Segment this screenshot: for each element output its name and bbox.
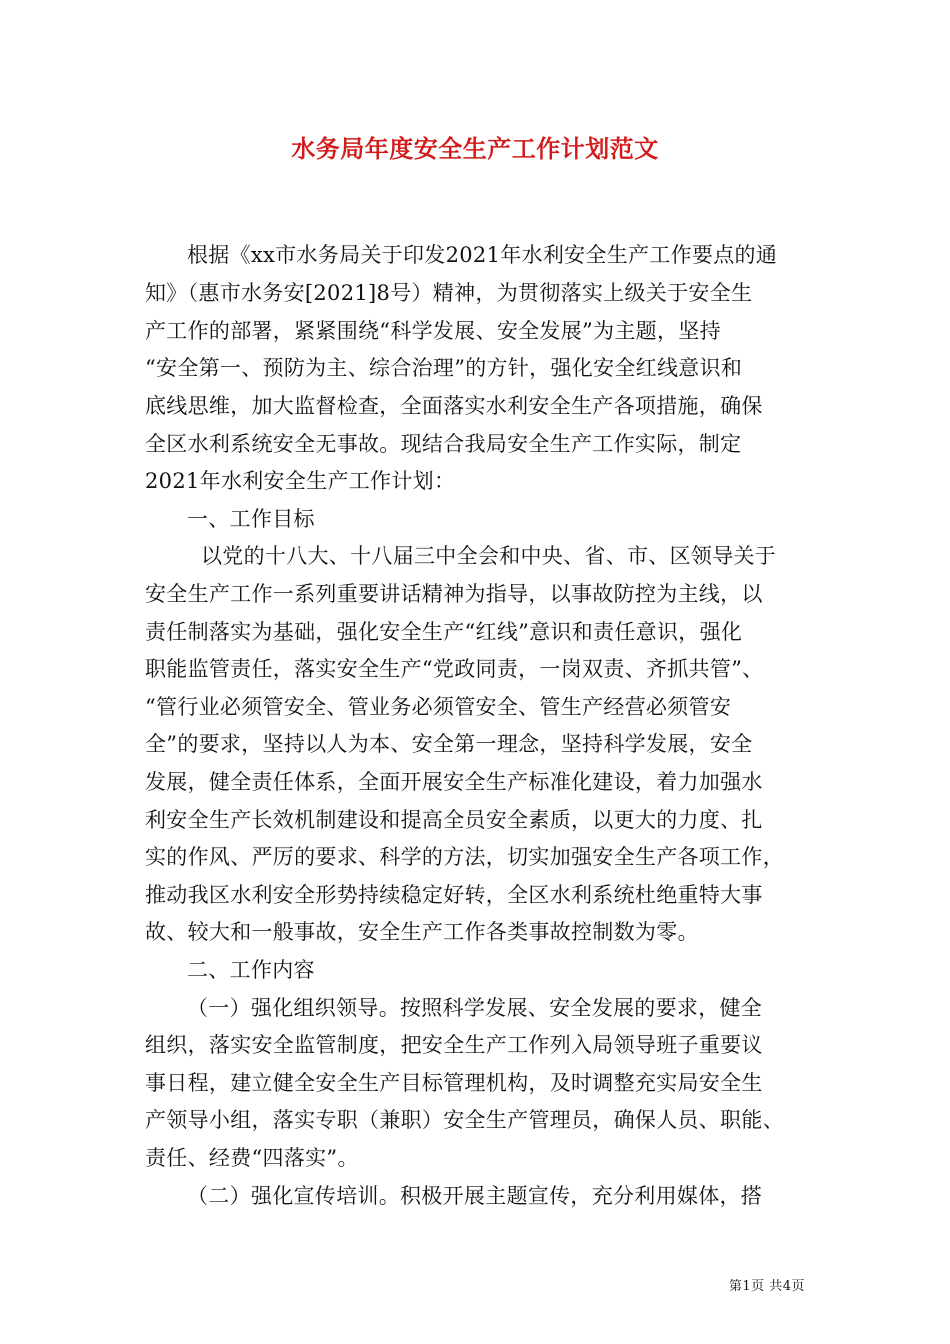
body-line: 故、较大和一般事故，安全生产工作各类事故控制数为零。 <box>145 920 699 944</box>
body-line: 发展，健全责任体系，全面开展安全生产标准化建设，着力加强水 <box>145 770 763 794</box>
body-line: “安全第一、预防为主、综合治理”的方针，强化安全红线意识和 <box>145 356 743 380</box>
body-line: 推动我区水利安全形势持续稳定好转，全区水利系统杜绝重特大事 <box>145 883 763 907</box>
body-line: 事日程，建立健全安全生产目标管理机构，及时调整充实局安全生 <box>145 1071 763 1095</box>
body-line: 组织，落实安全监管制度，把安全生产工作列入局领导班子重要议 <box>145 1033 763 1057</box>
body-line: 以党的十八大、十八届三中全会和中央、省、市、区领导关于 <box>201 544 777 568</box>
body-line: 全”的要求，坚持以人为本、安全第一理念，坚持科学发展，安全 <box>145 732 753 756</box>
body-line: 责任、经费“四落实”。 <box>145 1146 359 1170</box>
document-title: 水务局年度安全生产工作计划范文 <box>291 134 659 163</box>
body-line: 产领导小组，落实专职（兼职）安全生产管理员，确保人员、职能、 <box>145 1108 784 1132</box>
body-line: 实的作风、严厉的要求、科学的方法，切实加强安全生产各项工作， <box>145 845 784 869</box>
body-line: 职能监管责任，落实安全生产“党政同责，一岗双责、齐抓共管”、 <box>145 657 764 681</box>
body-line: 知》（惠市水务安[2021]8号）精神，为贯彻落实上级关于安全生 <box>145 281 753 305</box>
section-heading: 二、工作内容 <box>187 958 315 982</box>
body-line: 根据《xx市水务局关于印发2021年水利安全生产工作要点的通 <box>187 243 778 267</box>
body-line: “管行业必须管安全、管业务必须管安全、管生产经营必须管安 <box>145 695 732 719</box>
body-line: 2021年水利安全生产工作计划： <box>145 469 456 493</box>
body-line: 全区水利系统安全无事故。现结合我局安全生产工作实际，制定 <box>145 432 742 456</box>
body-line: 利安全生产长效机制建设和提高全员安全素质，以更大的力度、扎 <box>145 808 763 832</box>
body-line: （二）强化宣传培训。积极开展主题宣传，充分利用媒体，搭 <box>187 1184 763 1208</box>
body-line: 底线思维，加大监督检查，全面落实水利安全生产各项措施，确保 <box>145 394 763 418</box>
body-line: （一）强化组织领导。按照科学发展、安全发展的要求，健全 <box>187 996 763 1020</box>
body-line: 产工作的部署，紧紧围绕“科学发展、安全发展”为主题，坚持 <box>145 319 721 343</box>
page-number: 第1页 共4页 <box>728 1279 805 1294</box>
section-heading: 一、工作目标 <box>187 507 315 531</box>
body-line: 责任制落实为基础，强化安全生产“红线”意识和责任意识，强化 <box>145 620 743 644</box>
body-line: 安全生产工作一系列重要讲话精神为指导，以事故防控为主线，以 <box>145 582 763 606</box>
